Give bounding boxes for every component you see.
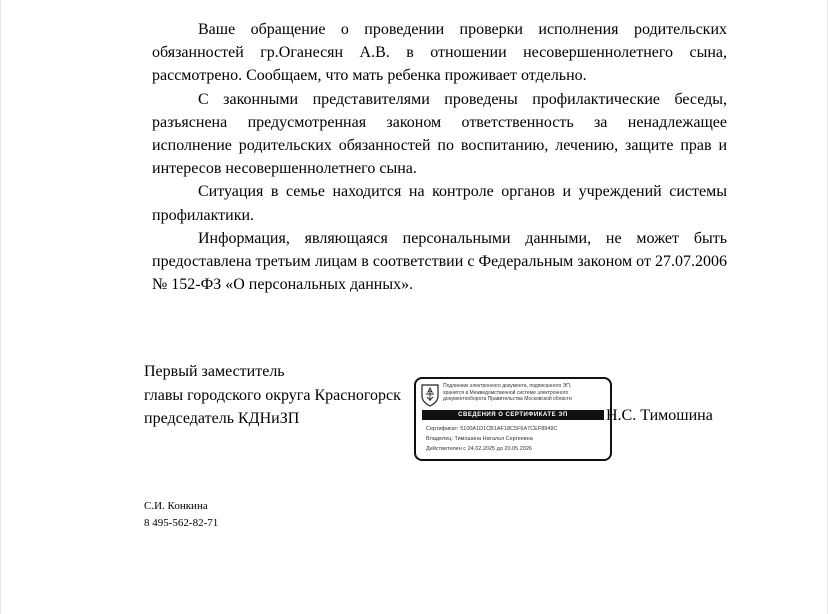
executor-name: С.И. Конкина <box>144 500 208 512</box>
certificate-validity: Действителен с 24.02.2025 до 20.05.2026 <box>426 446 532 452</box>
letter-body <box>152 18 727 296</box>
electronic-signature-stamp <box>414 377 612 461</box>
executor-contact <box>144 498 218 532</box>
signer-position-line: главы городского округа Красногорск <box>144 386 401 404</box>
letter-paragraph: Ситуация в семье находится на контроле органов и учреждений системы профилактики. <box>152 183 727 224</box>
certificate-number: Сертификат: 5100A1D1CB1AF18C5F6A7CEF8949C <box>426 426 558 432</box>
executor-phone: 8 495-562-82-71 <box>144 517 219 529</box>
letter-paragraph: Ваше обращение о проведении проверки исполнения родительских обязанностей гр.Оганесян А.В. в отношении несовершеннолетнего сына, рассмотрено. Сообщаем, что мать ребенка проживает отдельно. <box>152 21 727 85</box>
letter-paragraph: Информация, являющаяся персональными данными, не может быть предоставлена третьим лицам в соответствии с Федеральным законом от 27.07.2006 № 152-ФЗ «О персональных данных». <box>152 229 727 294</box>
signer-name: Н.С. Тимошина <box>606 407 713 424</box>
stamp-header <box>443 383 609 403</box>
signer-position-line: Первый заместитель <box>144 363 285 380</box>
stamp-header-line: Подлинник электронного документа, подписанного ЭП, <box>443 383 572 389</box>
stamp-header-line: хранится в Межведомственной системе электронного <box>443 389 569 396</box>
certificate-owner: Владелец: Тимошина Наталья Сергеевна <box>426 436 533 442</box>
signer-position <box>144 360 401 431</box>
page-left-edge <box>0 0 1 614</box>
stamp-title: СВЕДЕНИЯ О СЕРТИФИКАТЕ ЭП <box>422 410 604 420</box>
stamp-details <box>426 424 606 454</box>
signer-position-line: председатель КДНиЗП <box>144 410 300 427</box>
stamp-header-line: документооборота Правительства Московской области <box>443 396 572 402</box>
coat-of-arms-icon <box>420 383 440 407</box>
letter-paragraph: С законными представителями проведены профилактические беседы, разъяснена предусмотренная законом ответственность за ненадлежащее исполнение родительских обязанностей по воспитанию, лечению, защите прав и интересов несовершеннолетнего сына. <box>152 90 727 178</box>
